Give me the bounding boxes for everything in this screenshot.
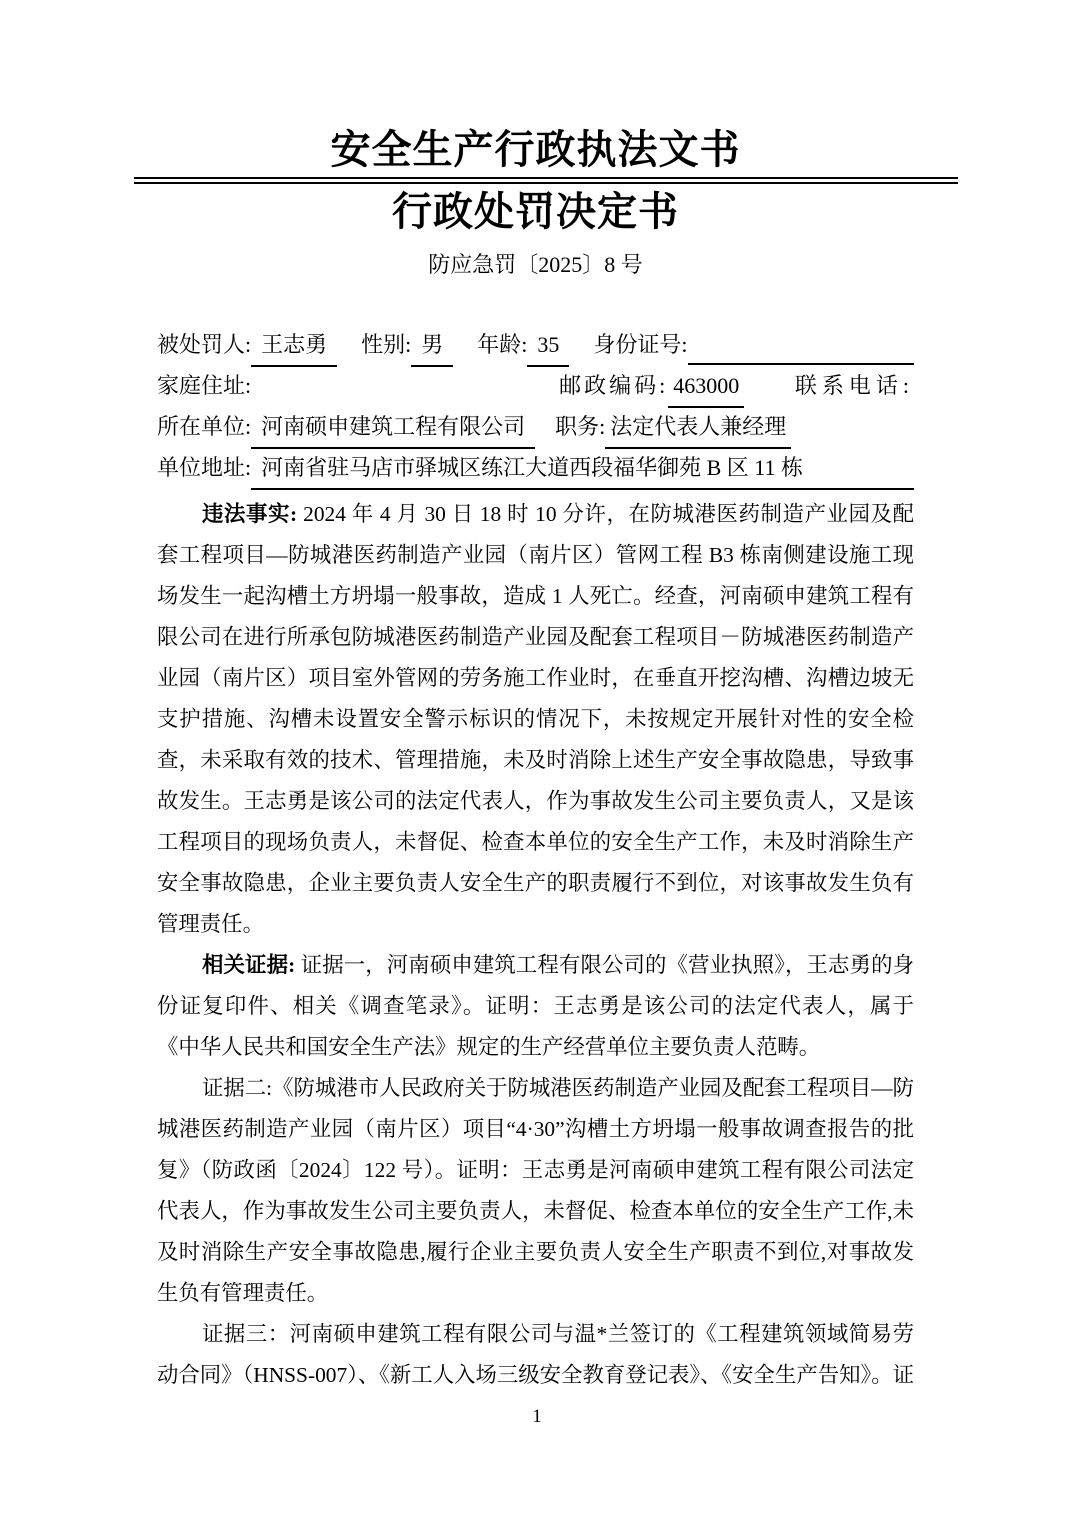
document-number: 防应急罚〔2025〕8 号 — [428, 252, 643, 277]
paragraph-evidence-3 — [157, 1314, 914, 1396]
employer-value: 河南硕申建筑工程有限公司 — [251, 406, 535, 449]
gender-label: 性别: — [361, 332, 412, 357]
postal-code-label: 邮政编码: — [559, 373, 669, 398]
document-series-title: 安全生产行政执法文书 — [330, 127, 741, 172]
form-row-address — [157, 365, 914, 406]
penalized-person-form — [157, 324, 914, 488]
id-number-blank — [688, 329, 914, 365]
postal-code-value: 463000 — [668, 365, 744, 408]
paragraph-evidence-1 — [157, 945, 914, 1068]
paragraph-facts — [157, 494, 914, 945]
unit-address-value: 河南省驻马店市驿城区练江大道西段福华御苑 B 区 11 栋 — [251, 447, 914, 490]
id-number-label: 身份证号: — [593, 332, 688, 357]
evidence-heading: 相关证据: — [202, 953, 296, 977]
facts-heading: 违法事实: — [202, 502, 298, 526]
employer-label: 所在单位: — [157, 414, 252, 439]
penalized-label: 被处罚人: — [157, 332, 252, 357]
evidence-3-text: 证据三：河南硕申建筑工程有限公司与温*兰签订的《工程建筑领域简易劳动合同》（HNSS-007）、《新工人入场三级安全教育登记表》、《安全生产告知》。证 — [157, 1322, 914, 1387]
evidence-1-text: 证据一，河南硕申建筑工程有限公司的《营业执照》，王志勇的身份证复印件、相关《调查笔录》。证明：王志勇是该公司的法定代表人，属于《中华人民共和国安全生产法》规定的生产经营单位主要负责人范畴。 — [157, 953, 914, 1059]
form-row-unit-address — [157, 447, 914, 488]
page-number: 1 — [532, 1406, 542, 1427]
age-value: 35 — [527, 324, 569, 367]
form-row-person — [157, 324, 914, 365]
position-value: 法定代表人兼经理 — [605, 406, 791, 449]
title-divider — [134, 177, 958, 184]
evidence-2-text: 证据二:《防城港市人民政府关于防城港医药制造产业园及配套工程项目—防城港医药制造产业园（南片区）项目“4·30”沟槽土方坍塌一般事故调查报告的批复》（防政函〔2024〕122 号）。证明：王志勇是河南硕申建筑工程有限公司法定代表人，作为事故发生公司主要负责人，未督促、检查本单位的安全生产工作,未及时消除生产安全事故隐患,履行企业主要负责人安全生产职责不到位,对事故发生负有管理责任。 — [157, 1076, 914, 1305]
decision-body — [157, 494, 914, 1396]
document-title: 行政处罚决定书 — [392, 189, 679, 234]
penalized-value: 王志勇 — [251, 324, 337, 367]
form-row-employer — [157, 406, 914, 447]
facts-text: 2024 年 4 月 30 日 18 时 10 分许，在防城港医药制造产业园及配套工程项目—防城港医药制造产业园（南片区）管网工程 B3 栋南侧建设施工现场发生一起沟槽土方坍塌一般事故，造成 1 人死亡。经查，河南硕申建筑工程有限公司在进行所承包防城港医药制造产业园及配套工程项目－防城港医药制造产业园（南片区）项目室外管网的劳务施工作业时，在垂直开挖沟槽、沟槽边坡无支护措施、沟槽未设置安全警示标识的情况下，未按规定开展针对性的安全检查，未采取有效的技术、管理措施，未及时消除上述生产安全事故隐患，导致事故发生。王志勇是该公司的法定代表人，作为事故发生公司主要负责人，又是该工程项目的现场负责人，未督促、检查本单位的安全生产工作，未及时消除生产安全事故隐患，企业主要负责人安全生产的职责履行不到位，对该事故发生负有管理责任。 — [157, 502, 914, 936]
phone-label: 联系电话: — [794, 373, 914, 398]
paragraph-evidence-2 — [157, 1068, 914, 1314]
position-label: 职务: — [555, 414, 606, 439]
home-address-label: 家庭住址: — [157, 373, 252, 398]
gender-value: 男 — [411, 324, 453, 367]
age-label: 年龄: — [477, 332, 528, 357]
document-content — [157, 0, 914, 1396]
unit-address-label: 单位地址: — [157, 455, 252, 480]
